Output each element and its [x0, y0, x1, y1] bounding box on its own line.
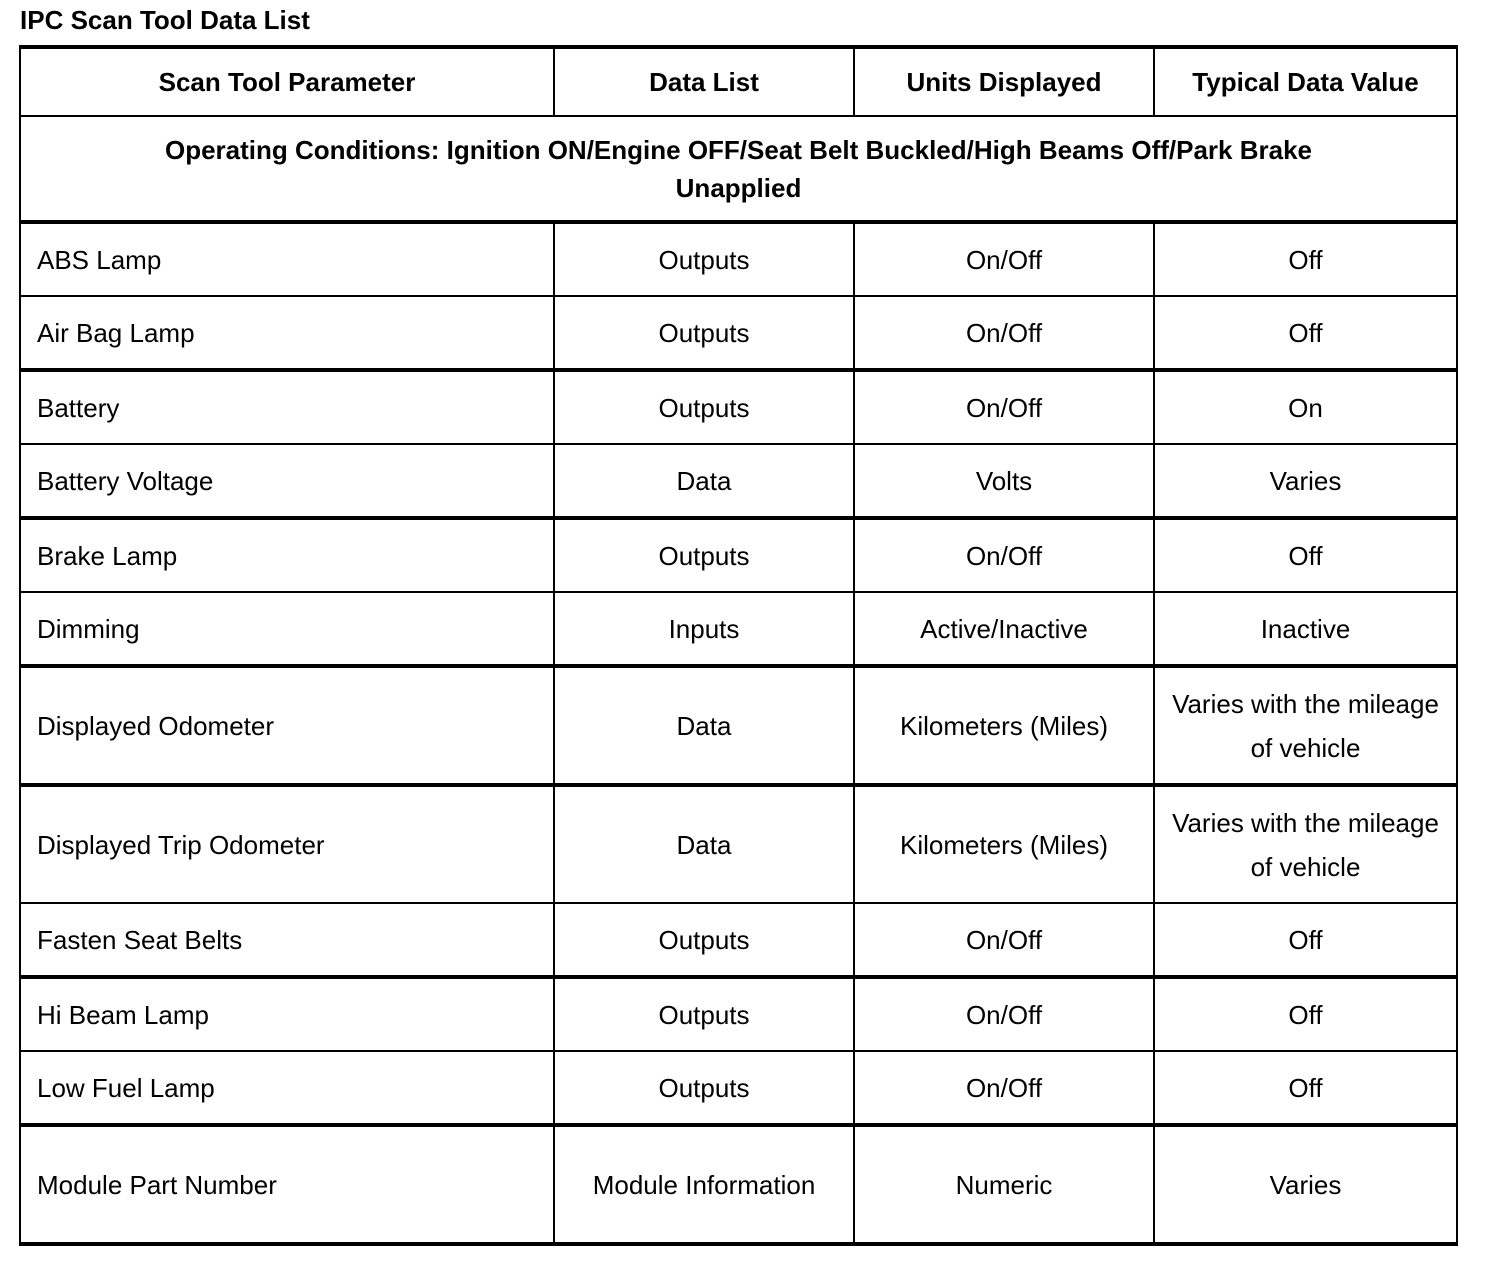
units-cell: On/Off [854, 903, 1154, 977]
data-list-cell: Outputs [554, 518, 854, 592]
table-row [20, 444, 1457, 518]
header-scan-tool-parameter: Scan Tool Parameter [20, 47, 554, 116]
param-cell: Displayed Odometer [20, 666, 554, 785]
table-row [20, 592, 1457, 666]
typical-value-cell: Varies with the mileage of vehicle [1154, 785, 1457, 903]
typical-value-cell: On [1154, 370, 1457, 444]
units-cell: On/Off [854, 1051, 1154, 1125]
table-row [20, 977, 1457, 1051]
table-row [20, 666, 1457, 785]
param-cell: Module Part Number [20, 1125, 554, 1244]
param-cell: Hi Beam Lamp [20, 977, 554, 1051]
data-list-cell: Data [554, 444, 854, 518]
typical-value-cell: Off [1154, 296, 1457, 370]
data-list-cell: Outputs [554, 296, 854, 370]
typical-value-cell: Varies [1154, 444, 1457, 518]
data-list-cell: Data [554, 785, 854, 903]
units-cell: Volts [854, 444, 1154, 518]
data-list-cell: Inputs [554, 592, 854, 666]
units-cell: On/Off [854, 296, 1154, 370]
page-title: IPC Scan Tool Data List [20, 5, 310, 35]
data-list-cell: Outputs [554, 977, 854, 1051]
table-row [20, 785, 1457, 903]
data-list-cell: Outputs [554, 1051, 854, 1125]
data-list-cell: Outputs [554, 222, 854, 296]
param-cell: Battery Voltage [20, 444, 554, 518]
header-typical-data-value: Typical Data Value [1154, 47, 1457, 116]
header-data-list: Data List [554, 47, 854, 116]
operating-conditions: Operating Conditions: Ignition ON/Engine OFF/Seat Belt Buckled/High Beams Off/Park Brake Unapplied [20, 116, 1457, 222]
typical-value-cell: Off [1154, 222, 1457, 296]
units-cell: Active/Inactive [854, 592, 1154, 666]
operating-conditions-row [20, 116, 1457, 222]
param-cell: Air Bag Lamp [20, 296, 554, 370]
units-cell: Kilometers (Miles) [854, 785, 1154, 903]
table-row [20, 1051, 1457, 1125]
table-row [20, 370, 1457, 444]
header-units-displayed: Units Displayed [854, 47, 1154, 116]
param-cell: Fasten Seat Belts [20, 903, 554, 977]
param-cell: Battery [20, 370, 554, 444]
units-cell: On/Off [854, 222, 1154, 296]
param-cell: Brake Lamp [20, 518, 554, 592]
data-list-cell: Outputs [554, 370, 854, 444]
units-cell: On/Off [854, 370, 1154, 444]
typical-value-cell: Inactive [1154, 592, 1457, 666]
units-cell: On/Off [854, 518, 1154, 592]
table-row [20, 903, 1457, 977]
typical-value-cell: Off [1154, 518, 1457, 592]
data-list-cell: Data [554, 666, 854, 785]
param-cell: ABS Lamp [20, 222, 554, 296]
typical-value-cell: Off [1154, 903, 1457, 977]
table-header-row [20, 47, 1457, 116]
data-list-cell: Module Information [554, 1125, 854, 1244]
table-row [20, 222, 1457, 296]
typical-value-cell: Varies [1154, 1125, 1457, 1244]
typical-value-cell: Off [1154, 1051, 1457, 1125]
table-row [20, 1125, 1457, 1244]
units-cell: Kilometers (Miles) [854, 666, 1154, 785]
units-cell: Numeric [854, 1125, 1154, 1244]
data-list-cell: Outputs [554, 903, 854, 977]
param-cell: Displayed Trip Odometer [20, 785, 554, 903]
scan-tool-data-table [19, 45, 1458, 1246]
table-row [20, 518, 1457, 592]
typical-value-cell: Varies with the mileage of vehicle [1154, 666, 1457, 785]
table-row [20, 296, 1457, 370]
units-cell: On/Off [854, 977, 1154, 1051]
param-cell: Low Fuel Lamp [20, 1051, 554, 1125]
typical-value-cell: Off [1154, 977, 1457, 1051]
param-cell: Dimming [20, 592, 554, 666]
